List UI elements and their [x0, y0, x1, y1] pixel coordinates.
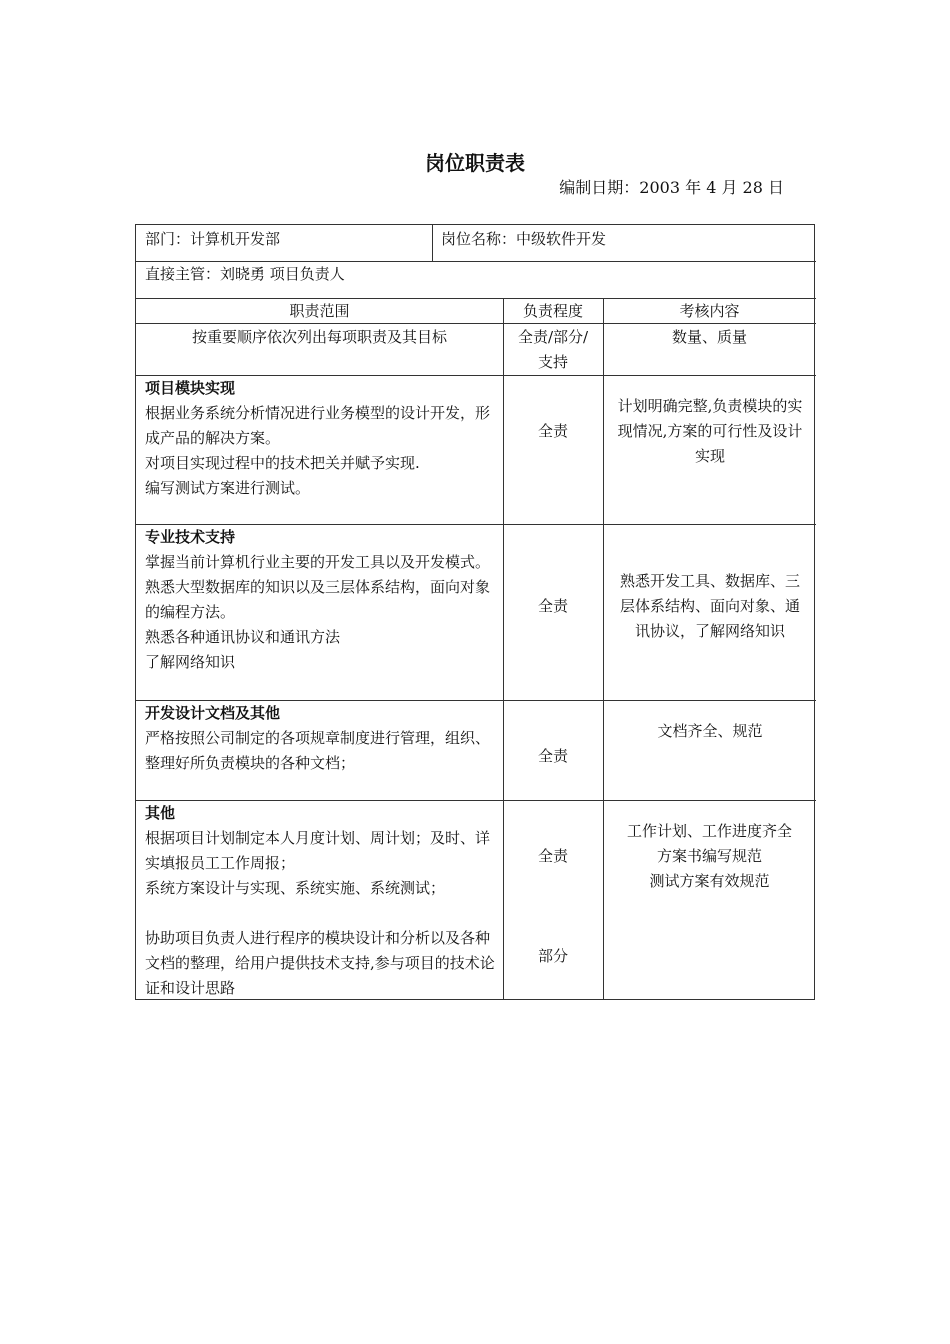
duty-scope-cell [145, 376, 497, 501]
duty-heading: 项目模块实现 [145, 379, 236, 397]
supervisor-cell: 直接主管：刘晓勇 项目负责人 [145, 265, 345, 283]
duty-scope-cell [145, 801, 497, 1001]
duty-heading: 专业技术支持 [145, 528, 236, 546]
duty-heading: 开发设计文档及其他 [145, 704, 281, 722]
subheader-scope: 按重要顺序依次列出每项职责及其目标 [191, 328, 447, 346]
subheader-assessment: 数量、质量 [671, 328, 747, 346]
duty-assessment [603, 819, 816, 894]
position-cell: 岗位名称：中级软件开发 [441, 230, 607, 248]
duty-assessment: 熟悉开发工具、数据库、三层体系结构、面向对象、通讯协议，了解网络知识 [619, 572, 800, 640]
duty-degree: 全责 [537, 422, 568, 440]
duty-line: 对项目实现过程中的技术把关并赋予实现. [145, 454, 420, 472]
duty-assessment: 文档齐全、规范 [657, 722, 763, 740]
column-header-scope: 职责范围 [289, 302, 350, 320]
subheader-degree: 全责/部分/支持 [517, 328, 589, 371]
compile-date: 编制日期：2003 年 4 月 28 日 [559, 178, 784, 197]
duty-line: 熟悉各种通讯协议和通讯方法 [145, 628, 341, 646]
duty-line: 严格按照公司制定的各项规章制度进行管理，组织、整理好所负责模块的各种文档； [145, 729, 491, 772]
duty-line: 协助项目负责人进行程序的模块设计和分析以及各种文档的整理，给用户提供技术支持,参与项目的技术论证和设计思路 [145, 929, 495, 997]
duty-scope-cell [145, 701, 497, 776]
col-divider [503, 298, 504, 1000]
duty-heading: 其他 [145, 804, 176, 822]
duty-degree: 全责 [537, 747, 568, 765]
duty-degree: 全责 [537, 597, 568, 615]
column-header-degree: 负责程度 [522, 302, 583, 320]
column-header-assessment: 考核内容 [679, 302, 740, 320]
duty-scope-cell [145, 525, 497, 675]
duty-line: 熟悉大型数据库的知识以及三层体系结构，面向对象的编程方法。 [145, 578, 491, 621]
duty-line: 了解网络知识 [145, 653, 236, 671]
duty-table [135, 224, 815, 1000]
duty-line: 系统方案设计与实现、系统实施、系统测试； [145, 879, 446, 897]
assessment-line: 方案书编写规范 [656, 847, 762, 865]
col-divider [432, 225, 433, 261]
duty-line: 编写测试方案进行测试。 [145, 479, 311, 497]
duty-line: 根据项目计划制定本人月度计划、周计划；及时、详实填报员工工作周报； [145, 829, 491, 872]
duty-line: 根据业务系统分析情况进行业务模型的设计开发，形成产品的解决方案。 [145, 404, 491, 447]
document-title: 岗位职责表 [425, 151, 525, 175]
assessment-line: 工作计划、工作进度齐全 [626, 822, 792, 840]
duty-degree-secondary: 部分 [537, 947, 568, 965]
assessment-line: 测试方案有效规范 [649, 872, 770, 890]
duty-degree: 全责 [537, 847, 568, 865]
col-divider [603, 298, 604, 1000]
duty-assessment: 计划明确完整,负责模块的实现情况,方案的可行性及设计实现 [617, 397, 803, 465]
duty-line: 掌握当前计算机行业主要的开发工具以及开发模式。 [145, 553, 491, 571]
department-cell: 部门：计算机开发部 [145, 230, 281, 248]
